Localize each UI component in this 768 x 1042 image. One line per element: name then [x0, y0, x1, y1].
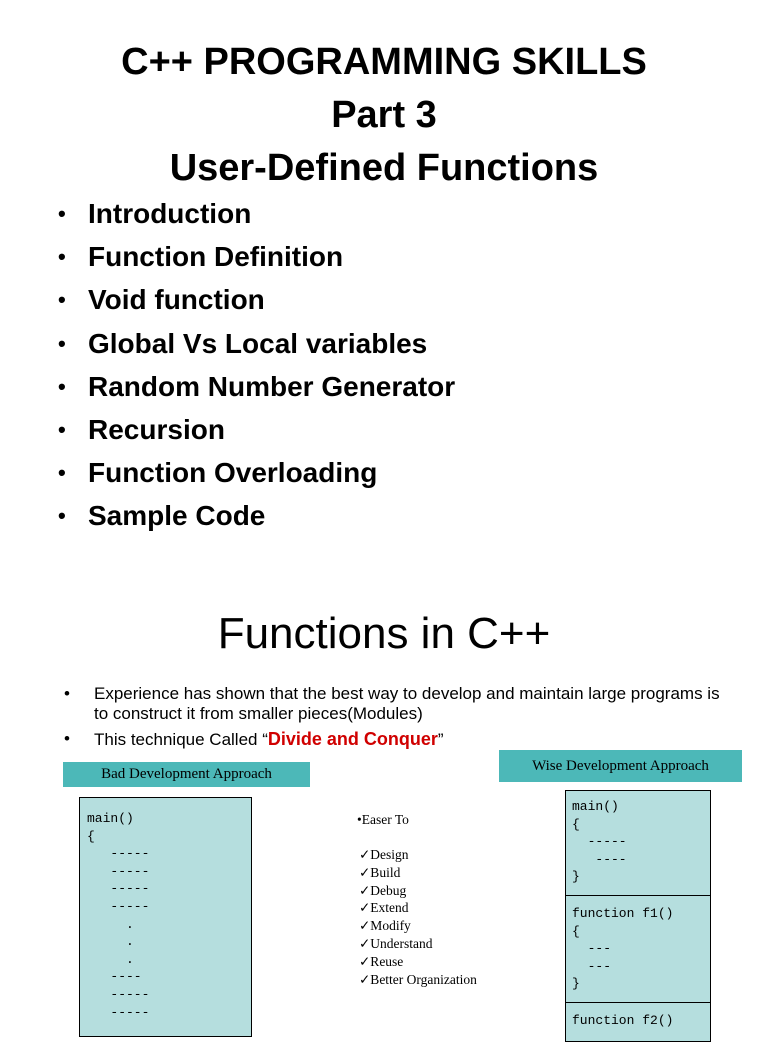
- code-line: ----: [572, 851, 627, 867]
- technique-suffix: ”: [437, 730, 444, 749]
- code-line: main(): [87, 811, 134, 826]
- code-line: .: [87, 916, 134, 932]
- topic-item: [58, 282, 455, 325]
- topic-label: Void function: [88, 284, 265, 316]
- topic-list: [58, 196, 455, 542]
- bullet-icon: •: [58, 373, 66, 399]
- topic-item: [58, 239, 455, 282]
- benefit-item: ✓Design: [359, 847, 409, 862]
- code-line: -----: [87, 1004, 150, 1020]
- topic-label: Global Vs Local variables: [88, 327, 428, 359]
- code-line: -----: [572, 834, 627, 850]
- code-line: -----: [87, 846, 150, 862]
- technique-bullet: [64, 729, 444, 750]
- benefit-item: ✓Reuse: [359, 953, 404, 969]
- benefit-item: ✓Modify: [359, 918, 411, 934]
- topic-label: Introduction: [88, 198, 252, 229]
- code-line: -----: [87, 863, 150, 879]
- bad-approach-code: [79, 797, 252, 1037]
- topic-label: Function Overloading: [88, 457, 378, 489]
- bullet-icon: •: [64, 729, 70, 748]
- code-line: {: [572, 923, 580, 939]
- benefit-item: ✓Build: [359, 864, 401, 880]
- topic-label: Random Number Generator: [88, 370, 456, 402]
- technique-text: [94, 729, 444, 750]
- bullet-icon: •: [58, 416, 66, 442]
- topic-item: [58, 326, 455, 369]
- code-line: }: [572, 869, 580, 885]
- bullet-icon: •: [58, 330, 66, 356]
- wise-approach-label: Wise Development Approach: [499, 750, 742, 782]
- code-line: ---: [572, 958, 612, 974]
- benefits-list: [359, 846, 477, 988]
- topic-item: [58, 412, 455, 455]
- experience-bullet: [64, 684, 734, 724]
- topic-item: [58, 455, 455, 498]
- benefit-item: ✓Understand: [359, 935, 433, 951]
- code-line: .: [87, 934, 134, 950]
- technique-prefix: This technique Called “: [94, 730, 268, 749]
- topic-label: Sample Code: [88, 500, 266, 532]
- benefit-item: ✓Better Organization: [359, 971, 477, 987]
- bullet-icon: •: [64, 684, 70, 703]
- topic-item: [58, 369, 455, 412]
- topic-item: [58, 196, 455, 239]
- bullet-icon: •: [58, 244, 66, 270]
- code-line: {: [572, 816, 580, 832]
- code-line: ----: [87, 969, 142, 985]
- slide1-title: [0, 36, 768, 195]
- title-line-2: Part 3: [331, 94, 437, 136]
- wise-f2-box: [565, 1002, 711, 1042]
- bullet-icon: •: [58, 287, 66, 313]
- code-line: function f1(): [572, 906, 674, 921]
- code-line: -----: [87, 986, 150, 1002]
- title-line-1: C++ PROGRAMMING SKILLS: [121, 41, 647, 83]
- easier-heading: •Easer To: [357, 812, 409, 827]
- code-line: -----: [87, 881, 150, 897]
- topic-label: Function Definition: [88, 241, 344, 273]
- code-line: function f2(): [572, 1013, 674, 1028]
- bullet-icon: •: [58, 503, 66, 529]
- wise-main-box: [565, 790, 711, 896]
- divide-and-conquer-highlight: Divide and Conquer: [267, 729, 438, 749]
- wise-f1-box: [565, 895, 711, 1003]
- title-line-3: User-Defined Functions: [169, 147, 599, 189]
- code-line: .: [87, 951, 134, 967]
- code-line: -----: [87, 898, 150, 914]
- code-line: }: [572, 976, 580, 992]
- bullet-icon: •: [58, 201, 66, 226]
- bullet-icon: •: [58, 460, 66, 486]
- benefit-item: ✓Extend: [359, 900, 409, 916]
- topic-item: [58, 498, 455, 541]
- bad-approach-label: Bad Development Approach: [63, 762, 310, 787]
- experience-text: Experience has shown that the best way to develop and maintain large programs is to construct it from smaller pieces(Modules): [94, 684, 720, 723]
- code-line: main(): [572, 799, 619, 814]
- code-line: {: [87, 828, 95, 844]
- benefit-item: ✓Debug: [359, 882, 407, 898]
- slide2-title: Functions in C++: [217, 609, 551, 658]
- topic-label: Recursion: [88, 413, 225, 445]
- code-line: ---: [572, 941, 612, 957]
